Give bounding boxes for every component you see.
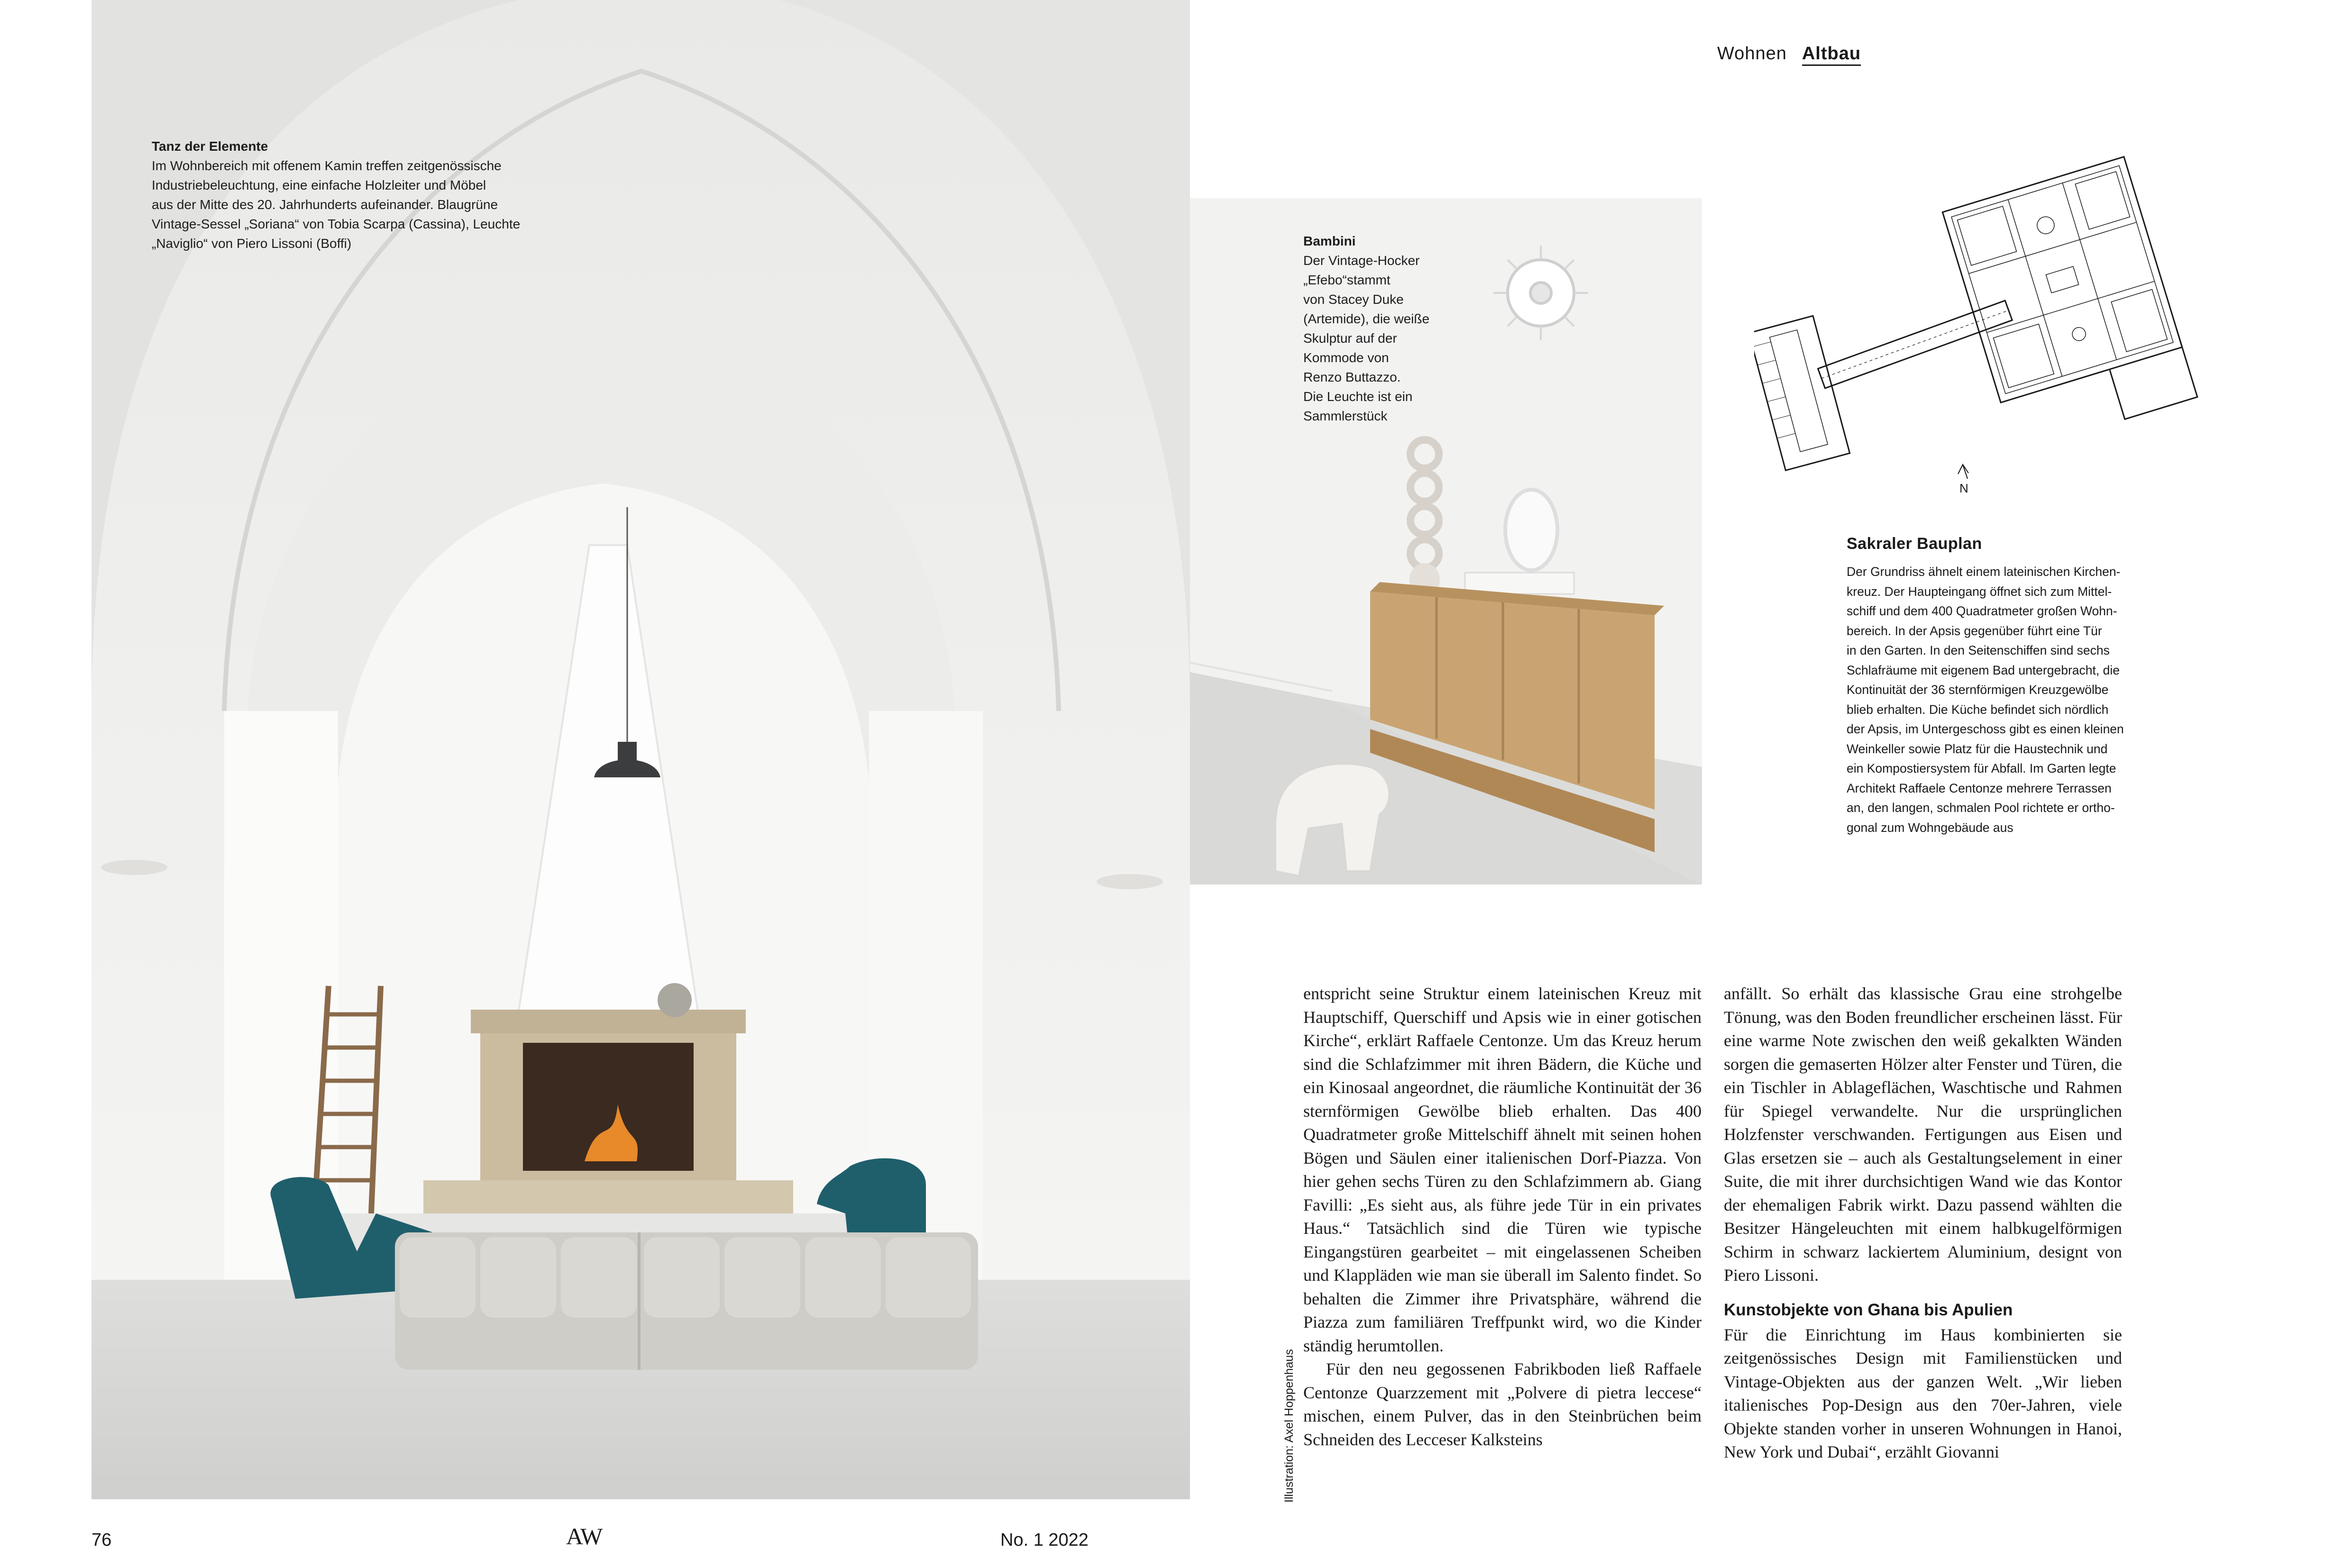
plan-line: ein Kompostiersystem für Abfall. Im Garten legte bbox=[1847, 761, 2116, 775]
caption-line: Sammlerstück bbox=[1303, 409, 1388, 423]
article-paragraph: anfällt. So erhält das klassische Grau eine strohgelbe Tönung, was den Boden freundlicher erscheinen lässt. Für eine warme Note zwischen den weiß gekalkten Wänden sorgen die gemaserten Hölzer alter Fenster und Türen, die ein Tischler in Ablageflächen, Waschtische und Rahmen für Spiegel verwandelte. Nur die ursprünglichen Holzfenster verschwanden. Fertigungen aus Eisen und Glas ersetzen sie – auch als Gestaltungselement in einer Suite, die mit ihrer durchsichtigen Wand wie das Kontor der ehemaligen Fabrik wirkt. Dazu passend wählten die Besitzer Hängeleuchten mit einem halbkugelförmigen Schirm in schwarz lackiertem Aluminium, designt von Piero Lissoni. bbox=[1724, 984, 2122, 1285]
caption-line: Skulptur auf der bbox=[1303, 331, 1397, 346]
subsection-label: Altbau bbox=[1802, 44, 1861, 66]
caption-line: „Efebo“stammt bbox=[1303, 273, 1391, 287]
caption-line: (Artemide), die weiße bbox=[1303, 311, 1430, 326]
plan-title: Sakraler Bauplan bbox=[1847, 535, 1982, 553]
plan-line: gonal zum Wohngebäude aus bbox=[1847, 820, 2013, 835]
caption-line: Im Wohnbereich mit offenem Kamin treffen zeitgenössische bbox=[152, 158, 502, 173]
plan-line: der Apsis, im Untergeschoss gibt es einen kleinen bbox=[1847, 722, 2124, 736]
floor-plan-drawing bbox=[1754, 104, 2247, 521]
article-paragraph: Für den neu gegossenen Fabrikboden ließ Raffaele Centonze Quarzzement mit „Polvere di pietra leccese“ mischen, einem Pulver, das in den Steinbrüchen beim Schneiden des Lecceser Kalksteins bbox=[1303, 1359, 1702, 1449]
page-number: 76 bbox=[92, 1530, 112, 1550]
magazine-logo: AW bbox=[566, 1523, 602, 1550]
north-arrow-icon bbox=[1958, 465, 1968, 479]
plan-line: Schlafräume mit eigenem Bad untergebracht, die bbox=[1847, 663, 2120, 677]
article-paragraph: Für die Einrichtung im Haus kombinierten sie zeitgenössisches Design mit Familienstücken und Vintage-Objekten aus der ganzen Welt. „Wir lieben italienisches Pop-Design aus den 70er-Jahren, viele Objekte standen vorher in unseren Wohnungen in Hanoi, New York und Dubai“, erzählt Giovanni bbox=[1724, 1325, 2122, 1461]
article-column-2 bbox=[1724, 982, 2122, 1464]
caption-line: aus der Mitte des 20. Jahrhunderts aufeinander. Blaugrüne bbox=[152, 197, 498, 212]
caption-line: Der Vintage-Hocker bbox=[1303, 253, 1420, 268]
article-paragraph: entspricht seine Struktur einem lateinischen Kreuz mit Hauptschiff, Querschiff und Apsis wie in einer gotischen Kirche“, erklärt Raffaele Centonze. Um das Kreuz herum sind die Schlafzimmer mit ihren Bädern, die Küche und ein Kinosaal angeordnet, die räumliche Kontinuität der 36 sternförmigen Gewölbe blieb erhalten. Das 400 Quadratmeter große Mittelschiff ähnelt mit seinen hohen Bögen und Säulen einer italienischen Dorf-Piazza. Von hier gehen sechs Türen zu den Schlafzimmern ab. Giang Favilli: „Es sieht aus, als führe jede Tür in ein privates Haus.“ Tatsächlich sind die Türen wie typische Eingangstüren gearbeitet – mit eingelassenen Scheiben und Klappläden wie man sie überall im Salento findet. So behalten die Zimmer ihre Privatsphäre, während die Piazza zum familiären Treffpunkt wird, wo die Kinder ständig herumtollen. bbox=[1303, 984, 1702, 1355]
plan-line: Architekt Raffaele Centonze mehrere Terrassen bbox=[1847, 781, 2112, 795]
plan-line: schiff und dem 400 Quadratmeter großen Wohn- bbox=[1847, 604, 2117, 618]
plan-line: in den Garten. In den Seitenschiffen sind sechs bbox=[1847, 643, 2110, 657]
caption-line: Kommode von bbox=[1303, 350, 1389, 365]
north-label: N bbox=[1959, 481, 1968, 495]
plan-line: Weinkeller sowie Platz für die Haustechnik und bbox=[1847, 741, 2108, 756]
caption-title: Tanz der Elemente bbox=[152, 139, 268, 154]
section-label: Wohnen bbox=[1717, 44, 1787, 64]
caption-line: Vintage-Sessel „Soriana“ von Tobia Scarpa (Cassina), Leuchte bbox=[152, 217, 521, 231]
caption-line: Industriebeleuchtung, eine einfache Holzleiter und Möbel bbox=[152, 178, 486, 192]
small-photo-caption bbox=[1303, 231, 1455, 426]
caption-line: Renzo Buttazzo. bbox=[1303, 370, 1401, 384]
plan-line: bereich. In der Apsis gegenüber führt eine Tür bbox=[1847, 623, 2102, 638]
caption-line: „Naviglio“ von Piero Lissoni (Boffi) bbox=[152, 236, 352, 251]
caption-line: von Stacey Duke bbox=[1303, 292, 1404, 307]
plan-line: blieb erhalten. Die Küche befindet sich nördlich bbox=[1847, 702, 2109, 717]
main-photo-caption bbox=[152, 137, 569, 253]
plan-description bbox=[1847, 562, 2188, 838]
issue-label: No. 1 2022 bbox=[1000, 1530, 1089, 1550]
section-header bbox=[1717, 44, 1861, 64]
caption-line: Die Leuchte ist ein bbox=[1303, 389, 1413, 404]
illustration-credit: Illustration: Axel Hoppenhaus bbox=[1282, 1349, 1296, 1503]
caption-title: Bambini bbox=[1303, 234, 1356, 248]
plan-line: kreuz. Der Haupteingang öffnet sich zum Mittel- bbox=[1847, 584, 2112, 599]
plan-line: an, den langen, schmalen Pool richtete er ortho- bbox=[1847, 801, 2115, 815]
article-subheading: Kunstobjekte von Ghana bis Apulien bbox=[1724, 1300, 2013, 1319]
plan-line: Der Grundriss ähnelt einem lateinischen Kirchen- bbox=[1847, 565, 2121, 579]
plan-line: Kontinuität der 36 sternförmigen Kreuzgewölbe bbox=[1847, 683, 2109, 697]
floor-plan-illustration bbox=[1754, 104, 2247, 521]
article-column-1 bbox=[1303, 982, 1702, 1451]
